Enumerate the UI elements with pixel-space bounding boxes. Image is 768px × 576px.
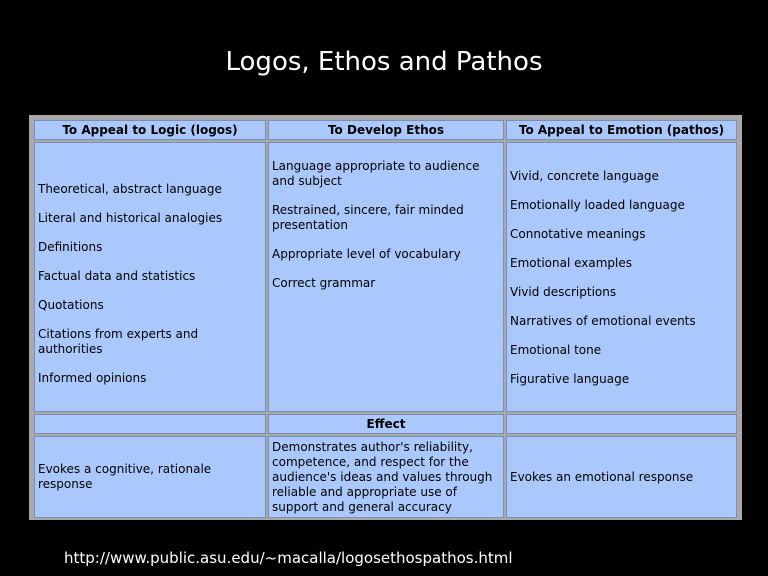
list-item: Correct grammar <box>272 276 376 290</box>
list-item: Figurative language <box>510 372 630 386</box>
effect-header-blank-right <box>506 414 737 434</box>
source-url: http://www.public.asu.edu/~macalla/logosethospathos.html <box>64 549 513 567</box>
pathos-effect: Evokes an emotional response <box>506 436 737 518</box>
ethos-list <box>272 143 500 291</box>
list-item: Language appropriate to audience and subject <box>272 159 480 188</box>
appeals-table-container <box>29 115 742 520</box>
header-logos: To Appeal to Logic (logos) <box>34 120 266 140</box>
list-item: Vivid, concrete language <box>510 169 659 183</box>
list-item: Emotionally loaded language <box>510 198 685 212</box>
list-item: Emotional examples <box>510 256 633 270</box>
pathos-list <box>510 143 733 387</box>
logos-list <box>38 143 262 386</box>
table-body-row <box>34 142 737 412</box>
list-item: Restrained, sincere, fair minded presentation <box>272 203 464 232</box>
list-item: Connotative meanings <box>510 227 646 241</box>
slide-title: Logos, Ethos and Pathos <box>225 47 543 77</box>
effect-header-row <box>34 414 737 434</box>
list-item: Informed opinions <box>38 371 147 385</box>
list-item: Definitions <box>38 240 103 254</box>
ethos-effect: Demonstrates author's reliability, competence, and respect for the audience's ideas and values through reliable and appropriate use of support and general accuracy <box>268 436 504 518</box>
logos-effect: Evokes a cognitive, rationale response <box>34 436 266 518</box>
ethos-cell <box>268 142 504 412</box>
header-ethos: To Develop Ethos <box>268 120 504 140</box>
effect-header: Effect <box>268 414 504 434</box>
list-item: Emotional tone <box>510 343 602 357</box>
appeals-table <box>32 118 739 520</box>
list-item: Vivid descriptions <box>510 285 617 299</box>
list-item: Citations from experts and authorities <box>38 327 199 356</box>
list-item: Literal and historical analogies <box>38 211 223 225</box>
header-pathos: To Appeal to Emotion (pathos) <box>506 120 737 140</box>
effect-row <box>34 436 737 518</box>
list-item: Quotations <box>38 298 104 312</box>
logos-cell <box>34 142 266 412</box>
list-item: Appropriate level of vocabulary <box>272 247 461 261</box>
list-item: Narratives of emotional events <box>510 314 696 328</box>
list-item: Theoretical, abstract language <box>38 182 222 196</box>
effect-header-blank-left <box>34 414 266 434</box>
pathos-cell <box>506 142 737 412</box>
table-header-row <box>34 120 737 140</box>
list-item: Factual data and statistics <box>38 269 196 283</box>
